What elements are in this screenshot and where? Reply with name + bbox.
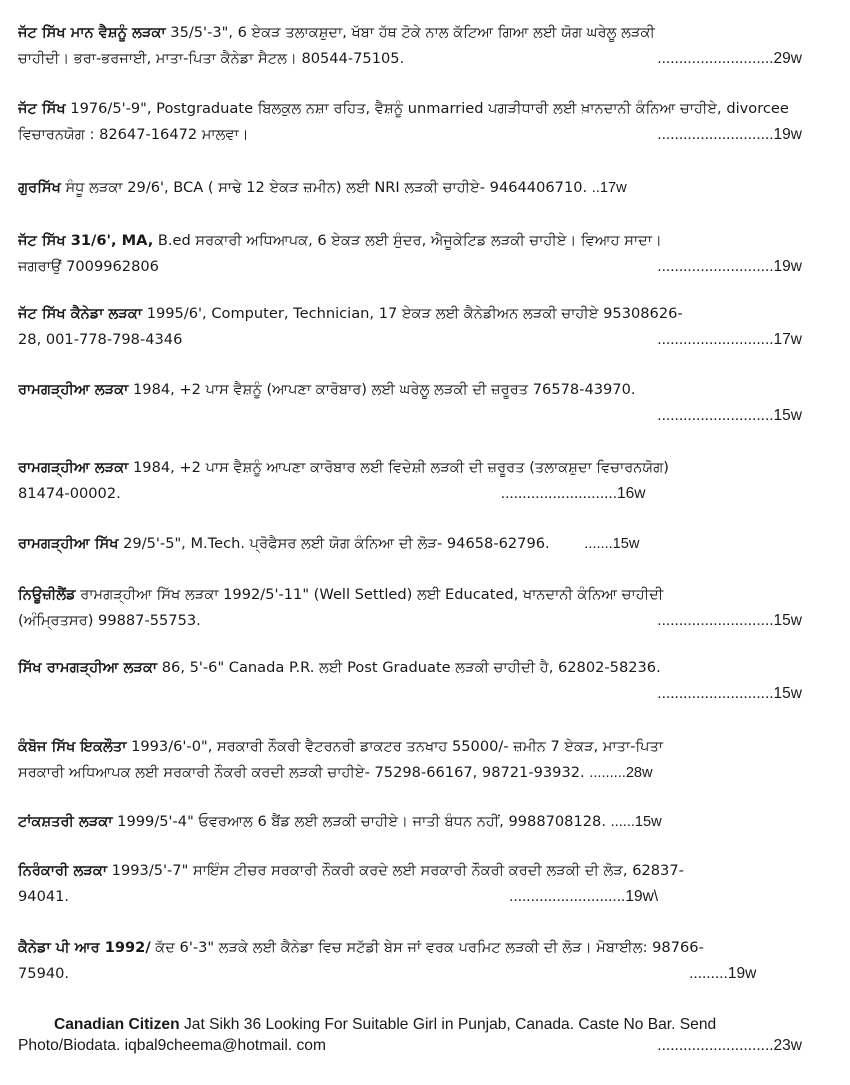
classified-ad — [18, 582, 802, 634]
ad-text: 86, 5'-6" Canada P.R. ਲਈ Post Graduate ਲੜਕੀ ਚਾਹੀਦੀ ਹੈ, 62802-58236. — [157, 659, 661, 676]
ad-keyword: ਨਿਊਜ਼ੀਲੈਂਡ — [18, 586, 76, 603]
ad-email: Photo/Biodata. iqbal9cheema@hotmail. com — [18, 1037, 326, 1054]
ad-keyword: ਰਾਮਗੜ੍ਹੀਆ ਲੜਕਾ — [18, 381, 129, 398]
ad-line-2 — [18, 403, 802, 429]
ad-keyword: ਕੰਬੋਜ ਸਿੱਖ ਇਕਲੌਤਾ — [18, 738, 127, 755]
classified-ad — [18, 858, 802, 910]
ad-price: ...........................15w — [657, 685, 802, 702]
ad-text: 28, 001-778-798-4346 — [18, 331, 183, 348]
ad-keyword: ਰਾਮਗੜ੍ਹੀਆ ਲੜਕਾ — [18, 459, 129, 476]
ad-line-2 — [18, 122, 802, 148]
ad-price: .......15w — [584, 536, 640, 552]
ad-line-2 — [18, 681, 802, 707]
ad-price: .........28w — [589, 765, 653, 781]
classified-ad — [18, 175, 802, 201]
ad-line-1 — [18, 455, 802, 481]
ad-price: ...........................16w — [500, 485, 646, 502]
ad-text: 1993/5'-7" ਸਾਇੰਸ ਟੀਚਰ ਸਰਕਾਰੀ ਨੌਕਰੀ ਕਰਦੇ ਲਈ ਸਰਕਾਰੀ ਨੌਕਰੀ ਕਰਦੀ ਲੜਕੀ ਦੀ ਲੋੜ, 62837- — [107, 862, 684, 879]
ad-keyword: ਨਿਰੰਕਾਰੀ ਲੜਕਾ — [18, 862, 108, 879]
ad-text: 75940. — [18, 965, 70, 982]
ad-line-1 — [18, 655, 802, 681]
ad-text: 81474-00002. — [18, 485, 121, 502]
ad-line-2 — [18, 884, 802, 910]
ad-text: ਵਿਚਾਰਨਯੋਗ : 82647-16472 ਮਾਲਵਾ। — [18, 126, 249, 143]
ad-price: ...........................23w — [657, 1037, 802, 1054]
ad-line-2 — [18, 760, 802, 786]
ad-text: 29/5'-5", M.Tech. ਪ੍ਰੋਫੈਸਰ ਲਈ ਯੋਗ ਕੰਨਿਆ ਦੀ ਲੋੜ- 94658-62796. — [118, 535, 550, 552]
ad-line-1 — [18, 858, 802, 884]
ad-text: ਜਗਰਾਉਂ 7009962806 — [18, 258, 159, 275]
ad-line-1 — [18, 20, 802, 46]
classified-ad — [18, 377, 802, 429]
ad-keyword: ਕੈਨੇਡਾ ਪੀ ਆਰ 1992/ — [18, 939, 151, 956]
ad-keyword: ਗੁਰਸਿੱਖ — [18, 179, 61, 196]
ad-line-1 — [18, 935, 802, 961]
ad-text: 94041. — [18, 888, 70, 905]
ad-line-1 — [18, 1014, 802, 1035]
ad-price: ...........................19w\ — [509, 888, 659, 905]
classified-ad — [18, 734, 802, 786]
classified-ad — [18, 531, 802, 557]
ad-line-1 — [18, 809, 802, 835]
ad-text: (ਅੰਮ੍ਰਿਤਸਰ) 99887-55753. — [18, 612, 201, 629]
classified-ad — [18, 20, 802, 72]
classified-ad — [18, 655, 802, 707]
ad-text: ਸਰਕਾਰੀ ਅਧਿਆਪਕ ਲਈ ਸਰਕਾਰੀ ਨੌਕਰੀ ਕਰਦੀ ਲੜਕੀ ਚਾਹੀਏ- 75298-66167, 98721-93932. — [18, 764, 585, 781]
ad-line-2 — [18, 46, 802, 72]
ad-line-1 — [18, 301, 802, 327]
ad-line-1 — [18, 377, 802, 403]
ad-keyword: ਜੱਟ ਸਿੱਖ — [18, 100, 66, 117]
ad-text: 1984, +2 ਪਾਸ ਵੈਸ਼ਨੂੰ ਆਪਣਾ ਕਾਰੋਬਾਰ ਲਈ ਵਿਦੇਸ਼ੀ ਲੜਕੀ ਦੀ ਜ਼ਰੂਰਤ (ਤਲਾਕਸ਼ੁਦਾ ਵਿਚਾਰਨਯੋਗ) — [128, 459, 669, 476]
classified-ad — [18, 96, 802, 148]
classified-ad — [18, 228, 802, 280]
ad-price: ...........................19w — [657, 126, 802, 143]
ad-price: ...........................17w — [657, 331, 802, 348]
ad-text: 1999/5'-4" ਓਵਰਆਲ 6 ਬੈਂਡ ਲਈ ਲੜਕੀ ਚਾਹੀਏ। ਜਾਤੀ ਬੰਧਨ ਨਹੀਂ, 9988708128. — [112, 813, 606, 830]
classified-ad-english — [18, 1014, 802, 1056]
ad-line-2 — [18, 481, 802, 507]
ad-keyword: ਜੱਟ ਸਿੱਖ ਮਾਨ ਵੈਸ਼ਨੂੰ ਲੜਕਾ — [18, 24, 166, 41]
ad-price: ...........................15w — [657, 612, 802, 629]
ad-price: ...........................19w — [657, 258, 802, 275]
ad-keyword: ਟਾਂਕਸ਼ਤਰੀ ਲੜਕਾ — [18, 813, 113, 830]
ad-line-2 — [18, 327, 802, 353]
ad-text: 1993/6'-0", ਸਰਕਾਰੀ ਨੌਕਰੀ ਵੈਟਰਨਰੀ ਡਾਕਟਰ ਤਨਖਾਹ 55000/- ਜ਼ਮੀਨ 7 ਏਕੜ, ਮਾਤਾ-ਪਿਤਾ — [126, 738, 664, 755]
ad-line-2 — [18, 254, 802, 280]
ad-text: Jat Sikh 36 Looking For Suitable Girl in Punjab, Canada. Caste No Bar. Send — [179, 1016, 717, 1033]
ad-line-1 — [18, 734, 802, 760]
ad-text: ਕੱਦ 6'-3" ਲੜਕੇ ਲਈ ਕੈਨੇਡਾ ਵਿਚ ਸਟੱਡੀ ਬੇਸ ਜਾਂ ਵਰਕ ਪਰਮਿਟ ਲੜਕੀ ਦੀ ਲੋੜ। ਮੋਬਾਈਲ: 98766- — [150, 939, 704, 956]
ad-price: ...........................15w — [657, 407, 802, 424]
ad-keyword: ਜੱਟ ਸਿੱਖ ਕੈਨੇਡਾ ਲੜਕਾ — [18, 305, 143, 322]
ad-text: ਚਾਹੀਦੀ। ਭਰਾ-ਭਰਜਾਈ, ਮਾਤਾ-ਪਿਤਾ ਕੈਨੇਡਾ ਸੈਟਲ। 80544-75105. — [18, 50, 405, 67]
ad-text: 1976/5'-9", Postgraduate ਬਿਲਕੁਲ ਨਸ਼ਾ ਰਹਿਤ, ਵੈਸ਼ਨੂੰ unmarried ਪਗੜੀਧਾਰੀ ਲਈ ਖ਼ਾਨਦਾਨੀ ਕੰਨਿਆ ਚਾਹੀਏ, divorcee — [65, 100, 789, 117]
classified-ad — [18, 809, 802, 835]
ad-price: ..17w — [591, 180, 627, 196]
classified-ad — [18, 455, 802, 507]
ad-line-1 — [18, 531, 802, 557]
ad-price: ......15w — [610, 814, 662, 830]
ad-line-1 — [18, 228, 802, 254]
ad-text: ਰਾਮਗੜ੍ਹੀਆ ਸਿੱਖ ਲੜਕਾ 1992/5'-11" (Well Settled) ਲਈ Educated, ਖਾਨਦਾਨੀ ਕੰਨਿਆ ਚਾਹੀਦੀ — [75, 586, 664, 603]
ad-line-1 — [18, 175, 802, 201]
ad-keyword: ਜੱਟ ਸਿੱਖ 31/6', MA, — [18, 232, 154, 249]
ad-text: 35/5'-3", 6 ਏਕੜ ਤਲਾਕਸ਼ੁਦਾ, ਖੱਬਾ ਹੱਥ ਟੋਕੇ ਨਾਲ ਕੱਟਿਆ ਗਿਆ ਲਈ ਯੋਗ ਘਰੇਲੂ ਲੜਕੀ — [165, 24, 655, 41]
ad-line-1 — [18, 96, 802, 122]
ad-keyword: ਸਿੱਖ ਰਾਮਗੜ੍ਹੀਆ ਲੜਕਾ — [18, 659, 158, 676]
ad-text: 1984, +2 ਪਾਸ ਵੈਸ਼ਨੂੰ (ਆਪਣਾ ਕਾਰੋਬਾਰ) ਲਈ ਘਰੇਲੂ ਲੜਕੀ ਦੀ ਜ਼ਰੂਰਤ 76578-43970. — [128, 381, 636, 398]
classified-ad — [18, 301, 802, 353]
ad-line-2 — [18, 961, 802, 987]
ad-price: .........19w — [689, 965, 757, 982]
ad-line-2 — [18, 608, 802, 634]
ad-text: ਸੰਧੂ ਲੜਕਾ 29/6', BCA ( ਸਾਢੇ 12 ਏਕੜ ਜ਼ਮੀਨ) ਲਈ NRI ਲੜਕੀ ਚਾਹੀਏ- 9464406710. — [60, 179, 588, 196]
ad-line-1 — [18, 582, 802, 608]
classified-ad — [18, 935, 802, 987]
ad-price: ...........................29w — [657, 50, 802, 67]
ad-keyword: Canadian Citizen — [54, 1016, 180, 1033]
ad-text: B.ed ਸਰਕਾਰੀ ਅਧਿਆਪਕ, 6 ਏਕੜ ਲਈ ਸੁੰਦਰ, ਐਜੂਕੇਟਿਡ ਲੜਕੀ ਚਾਹੀਏ। ਵਿਆਹ ਸਾਦਾ। — [153, 232, 662, 249]
ad-keyword: ਰਾਮਗੜ੍ਹੀਆ ਸਿੱਖ — [18, 535, 119, 552]
ad-line-2 — [18, 1035, 802, 1056]
ad-text: 1995/6', Computer, Technician, 17 ਏਕੜ ਲਈ ਕੈਨੇਡੀਅਨ ਲੜਕੀ ਚਾਹੀਏ 95308626- — [142, 305, 683, 322]
